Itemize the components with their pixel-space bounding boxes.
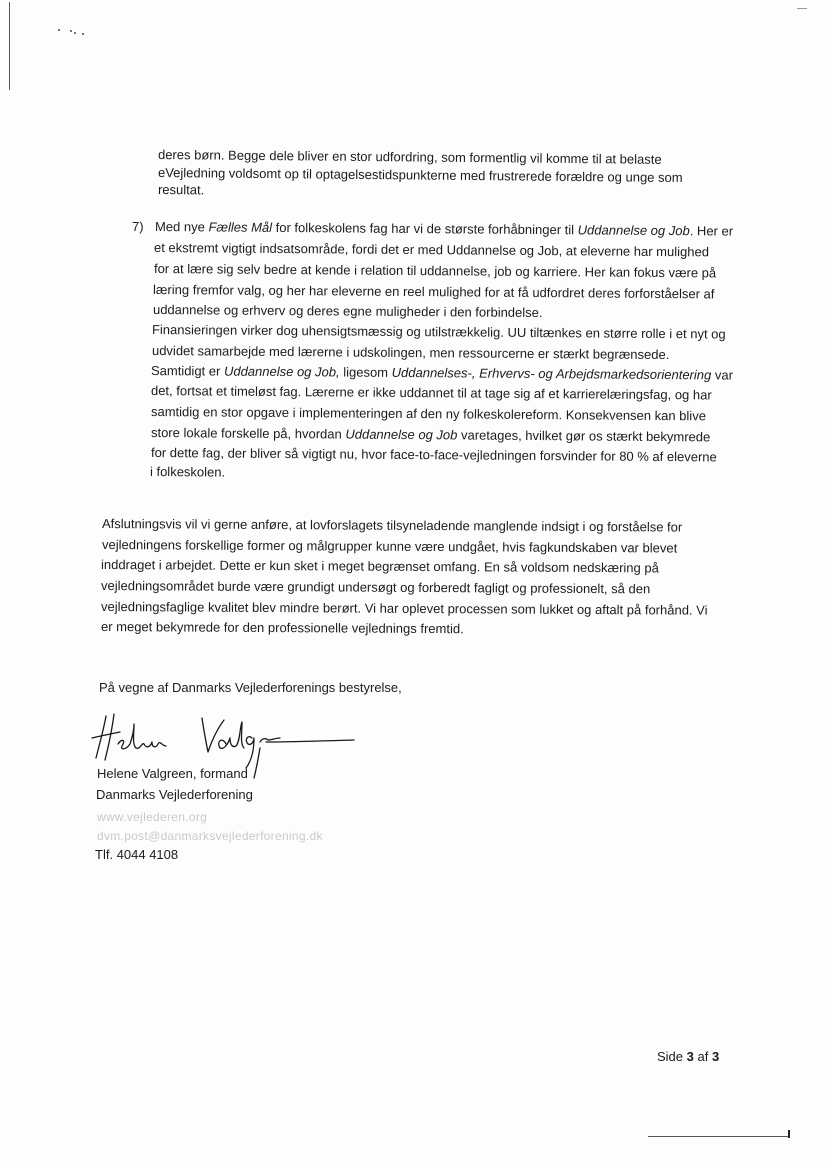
organization-name: Danmarks Vejlederforening (96, 787, 253, 802)
item7-line-7: udvidet samarbejde med lærerne i udskolingen, men ressourcerne er stærkt begrænsede. (151, 343, 670, 363)
closing-line-4: vejledningsområdet burde være grundigt undersøgt og forberedt fagligt og professionelt, så den (100, 578, 651, 597)
item7-text: store lokale forskelle på, hvordan (150, 425, 346, 442)
item7-emphasis: Uddannelse og Job (345, 426, 458, 443)
scan-corner-mark (648, 1130, 793, 1142)
item7-text: Med nye (154, 219, 209, 235)
scan-corner-line (648, 1136, 788, 1137)
item7-line-6: Finansieringen virker dog uhensigtsmæssig og utilstrækkelig. UU tiltænkes en større rolle i et nyt og (151, 322, 726, 342)
item7-line-12: for dette fag, der bliver så vigtigt nu, hvor face-to-face-vejledningen forsvinder for 80 % af eleverne (150, 445, 717, 465)
item7-line-9: det, fortsat et timeløst fag. Lærerne er ikke uddannet til at tage sig af et karrierelæringsfag, og har (150, 383, 712, 403)
item7-line-8 (151, 363, 733, 384)
item7-text: var (711, 367, 734, 383)
item7-text: varetages, hvilket gør os stærkt bekymrede (457, 427, 711, 445)
closing-line-2: vejledningens forskellige former og målgrupper kunne være undgået, hvis fagkundskaben var blevet (101, 537, 678, 556)
page-number-middle: af (693, 1049, 712, 1064)
closing-line-6: er meget bekymrede for den professionelle vejlednings fremtid. (100, 619, 464, 637)
website-link[interactable]: www.vejlederen.org (97, 810, 208, 824)
item7-line-1 (155, 219, 733, 240)
signatory-name: Helene Valgreen, formand (97, 766, 248, 781)
continuation-line-3: resultat. (157, 182, 205, 198)
scan-edge-line (9, 2, 10, 90)
item7-text: for folkeskolens fag har vi de største forhåbninger til (272, 219, 578, 238)
item7-text: ligesom (339, 364, 392, 380)
item7-emphasis: Fælles Mål (208, 219, 273, 235)
item7-line-5: uddannelse og erhverv og deres egne muligheder i den forbindelse. (152, 302, 543, 321)
item7-emphasis: Uddannelse og Job (577, 222, 690, 239)
page-number-prefix: Side (657, 1049, 687, 1064)
scan-corner-tick (788, 1130, 790, 1138)
item7-line-10: samtidig en stor opgave i implementeringen af den ny folkeskolereform. Konsekvensen kan blive (150, 404, 707, 424)
closing-line-5: vejledningsfaglige kvalitet blev mindre berørt. Vi har oplevet processen som lukket og aftalt på forhånd. Vi (100, 599, 708, 618)
item7-text: . Her er (689, 223, 734, 239)
scan-edge-mark (797, 8, 807, 9)
item7-line-3: for at lære sig selv bedre at kende i relation til uddannelse, job og karriere. Her kan fokus være på (153, 261, 717, 281)
page-number (657, 1049, 719, 1065)
page-number-current: 3 (686, 1049, 694, 1064)
item7-line-11 (151, 425, 710, 445)
phone-number: Tlf. 4044 4108 (95, 847, 179, 862)
item7-line-13: i folkeskolen. (149, 464, 226, 480)
closing-line-3: inddraget i arbejdet. Dette er kun sket i meget begrænset omfang. En så voldsom nedskæring på (100, 557, 659, 576)
list-item-number: 7) (132, 219, 144, 234)
continuation-line-1: deres børn. Begge dele bliver en stor udfordring, som formentlig vil komme til at belaste (157, 147, 662, 167)
closing-line-1: Afslutningsvis vil vi gerne anføre, at lovforslagets tilsyneladende manglende indsigt i og forståelse for (101, 516, 683, 535)
item7-emphasis: Uddannelse og Job, (223, 363, 340, 380)
scan-speckles (58, 26, 88, 36)
signoff-text: På vegne af Danmarks Vejlederforenings bestyrelse, (99, 680, 402, 695)
email-link[interactable]: dvm.post@danmarksvejlederforening.dk (97, 829, 323, 843)
continuation-line-2: eVejledning voldsomt op til optagelsestidspunkterne med frustrerede forældre og unge som (157, 165, 683, 186)
item7-line-4: læring fremfor valg, og her har eleverne en reel mulighed for at få udfordret deres forforståelser af (152, 282, 715, 302)
item7-text: Samtidigt er (150, 363, 225, 379)
item7-emphasis: Uddannelses-, Erhvervs- og Arbejdsmarkedsorientering (391, 364, 712, 383)
item7-line-2: et ekstremt vigtigt indsatsområde, fordi det er med Uddannelse og Job, at eleverne har mulighed (153, 240, 710, 260)
page-number-total: 3 (711, 1049, 720, 1064)
